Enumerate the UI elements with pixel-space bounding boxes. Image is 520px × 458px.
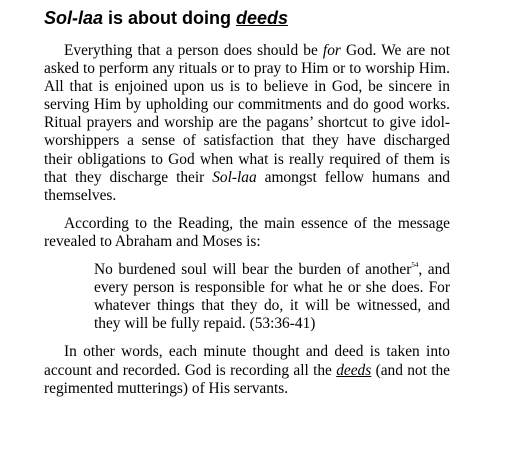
quote-text-b: , and every person is responsible for what he or she does. For whatever things that they do, it will be witnessed, and they will be fully repaid. (53:36-41) [94,261,450,333]
emphasis-for: for [322,42,341,59]
paragraph-1-text-b: God. We are not asked to perform any rituals or to pray to Him or to worship Him. All that is enjoined upon us is to believe in God, be sincere in serving Him by upholding our commitments and do good works. Ritual prayers and worship are the pagans’ shortcut to give idol-worshippers a sense of satisfaction that they have discharged their obligations to God when what is really required of them is that they discharge their [44,42,451,186]
paragraph-3 [44,343,450,397]
block-quote [94,261,450,333]
heading-term-deeds: deeds [236,8,289,28]
paragraph-3-text-a: In other words, each minute thought and deed is taken into account and recorded. God is recording all the [44,343,450,379]
heading-term-sol-laa: Sol-laa [44,8,104,28]
quote-text-a: No burdened soul will bear the burden of another [94,261,412,279]
paragraph-1 [44,42,450,205]
paragraph-1-text-c: amongst fellow humans and themselves. [44,168,450,204]
paragraph-1-text-a: Everything that a person does should be [64,42,323,59]
paragraph-3-text-b: (and not the regimented mutterings) of His servants. [44,361,451,397]
footnote-marker: 54 [411,261,419,270]
section-heading [44,7,450,29]
emphasis-sol-laa: Sol-laa [212,168,257,186]
heading-text: is about doing [103,8,237,28]
emphasis-deeds: deeds [336,361,372,379]
paragraph-2: According to the Reading, the main essence of the message revealed to Abraham and Moses is: [44,214,450,250]
